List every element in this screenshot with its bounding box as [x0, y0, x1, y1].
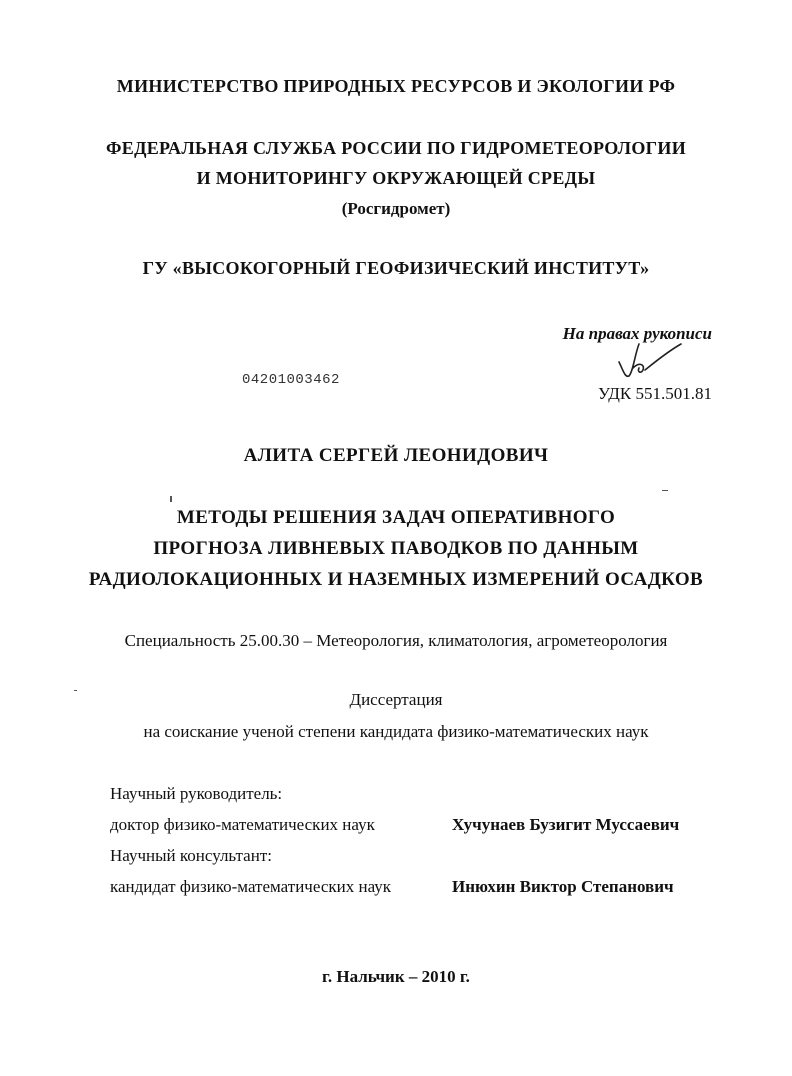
- supervisor-degree: доктор физико-математических наук: [110, 815, 375, 834]
- institute-heading: ГУ «ВЫСОКОГОРНЫЙ ГЕОФИЗИЧЕСКИЙ ИНСТИТУТ»: [142, 258, 650, 278]
- service-heading-line2: И МОНИТОРИНГУ ОКРУЖАЮЩЕЙ СРЕДЫ: [196, 168, 596, 188]
- ministry-heading: МИНИСТЕРСТВО ПРИРОДНЫХ РЕСУРСОВ И ЭКОЛОГИИ РФ: [116, 76, 676, 96]
- author-name: АЛИТА СЕРГЕЙ ЛЕОНИДОВИЧ: [243, 445, 549, 466]
- consultant-label: Научный консультант:: [110, 846, 272, 865]
- supervisor-name: Хучунаев Бузигит Муссаевич: [452, 815, 680, 834]
- supervisor-label: Научный руководитель:: [110, 784, 283, 803]
- scan-speck: [662, 490, 668, 491]
- consultant-degree: кандидат физико-математических наук: [110, 877, 392, 896]
- thesis-title-line2: ПРОГНОЗА ЛИВНЕВЫХ ПАВОДКОВ ПО ДАННЫМ: [153, 538, 639, 559]
- specialty-line: Специальность 25.00.30 – Метеорология, климатология, агрометеорология: [124, 631, 668, 650]
- service-short-name: (Росгидромет): [341, 199, 451, 218]
- registration-number: 04201003462: [242, 372, 340, 388]
- udk-code: УДК 551.501.81: [597, 384, 712, 403]
- scan-speck: [170, 496, 172, 502]
- signature-mark: [615, 340, 685, 382]
- rights-note: На правах рукописи: [562, 324, 712, 343]
- consultant-name: Инюхин Виктор Степанович: [452, 877, 674, 896]
- city-year-footer: г. Нальчик – 2010 г.: [322, 967, 470, 986]
- thesis-title-line1: МЕТОДЫ РЕШЕНИЯ ЗАДАЧ ОПЕРАТИВНОГО: [176, 507, 616, 528]
- service-heading-line1: ФЕДЕРАЛЬНАЯ СЛУЖБА РОССИИ ПО ГИДРОМЕТЕОРОЛОГИИ: [106, 138, 686, 158]
- dissertation-purpose: на соискание ученой степени кандидата физико-математических наук: [143, 722, 649, 741]
- thesis-title-line3: РАДИОЛОКАЦИОННЫХ И НАЗЕМНЫХ ИЗМЕРЕНИЙ ОСАДКОВ: [88, 569, 704, 590]
- dissertation-label: Диссертация: [349, 690, 443, 709]
